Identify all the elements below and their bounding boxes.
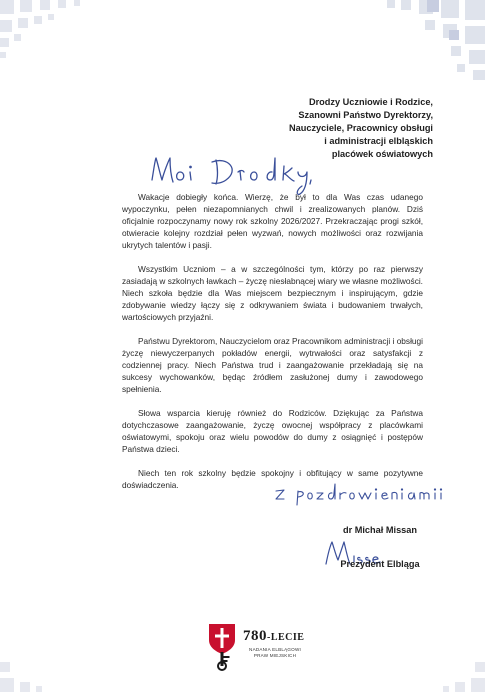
corner-decoration-top-right	[365, 0, 485, 90]
paragraph: Państwu Dyrektorom, Nauczycielom oraz Pracownikom administracji i obsługi życzę niewyczerpanych pokładów energii, wytrwałości oraz satysfakcji z codziennej pracy. Niech Państwa trud i zaangażowanie przekładają się na sukcesy wychowanków, będąc źródłem zasłużonej dumy i zawodowego spełnienia.	[122, 335, 423, 395]
signatory-name: dr Michał Missan	[342, 525, 418, 535]
signatory-title: Prezydent Elbląga	[340, 559, 420, 569]
corner-decoration-bottom-left	[0, 642, 80, 692]
paragraph: Wakacje dobiegły końca. Wierzę, że był to dla Was czas udanego wypoczynku, pełen niezapomnianych chwil i zrealizowanych planów. Dziś oficjalnie rozpoczynamy nowy rok szkolny 2026/2027. Przekraczając progi szkół, otwieracie kolejny rozdział pełen wyzwań, nowych możliwości oraz rozwijania ukrytych talentów i pasji.	[122, 192, 423, 251]
paragraph: Słowa wsparcia kieruję również do Rodziców. Dziękując za Państwa dotychczasowe zaangażowanie, życzę owocnej współpracy z placówkami oświatowymi, spokoju oraz wielu powodów do dumy z osiągnięć i postępów Państwa dzieci.	[122, 407, 423, 455]
corner-decoration-bottom-right	[415, 652, 485, 692]
corner-decoration-top-left	[0, 0, 130, 70]
letter-body	[122, 191, 423, 502]
city-key-emblem-icon	[205, 622, 239, 672]
logo-subtitle: NADANIA ELBLĄGOWI PRAW MIEJSKICH	[249, 647, 301, 658]
addressee-block: Drodzy Uczniowie i Rodzice, Szanowni Państwo Dyrektorzy, Nauczyciele, Pracownicy obsługi i administracji elbląskich placówek oświatowych	[289, 97, 433, 159]
handwritten-closing	[272, 481, 462, 511]
logo-anniversary-number: 780-LECIE	[243, 628, 305, 644]
paragraph: Niech ten rok szkolny będzie spokojny i obfitujący w same pozytywne doświadczenia.	[122, 467, 423, 490]
anniversary-logo	[205, 622, 325, 672]
paragraph: Wszystkim Uczniom – a w szczególności tym, którzy po raz pierwszy zasiadają w szkolnych ławkach – życzę niesłabnącej wiary we własne możliwości. Niech szkoła będzie dla Was miejscem bezpiecznym i inspirującym, gdzie zdobywanie wiedzy łączy się z odkrywaniem świata i budowaniem trwałych, wartościowych przyjaźni.	[122, 263, 423, 323]
